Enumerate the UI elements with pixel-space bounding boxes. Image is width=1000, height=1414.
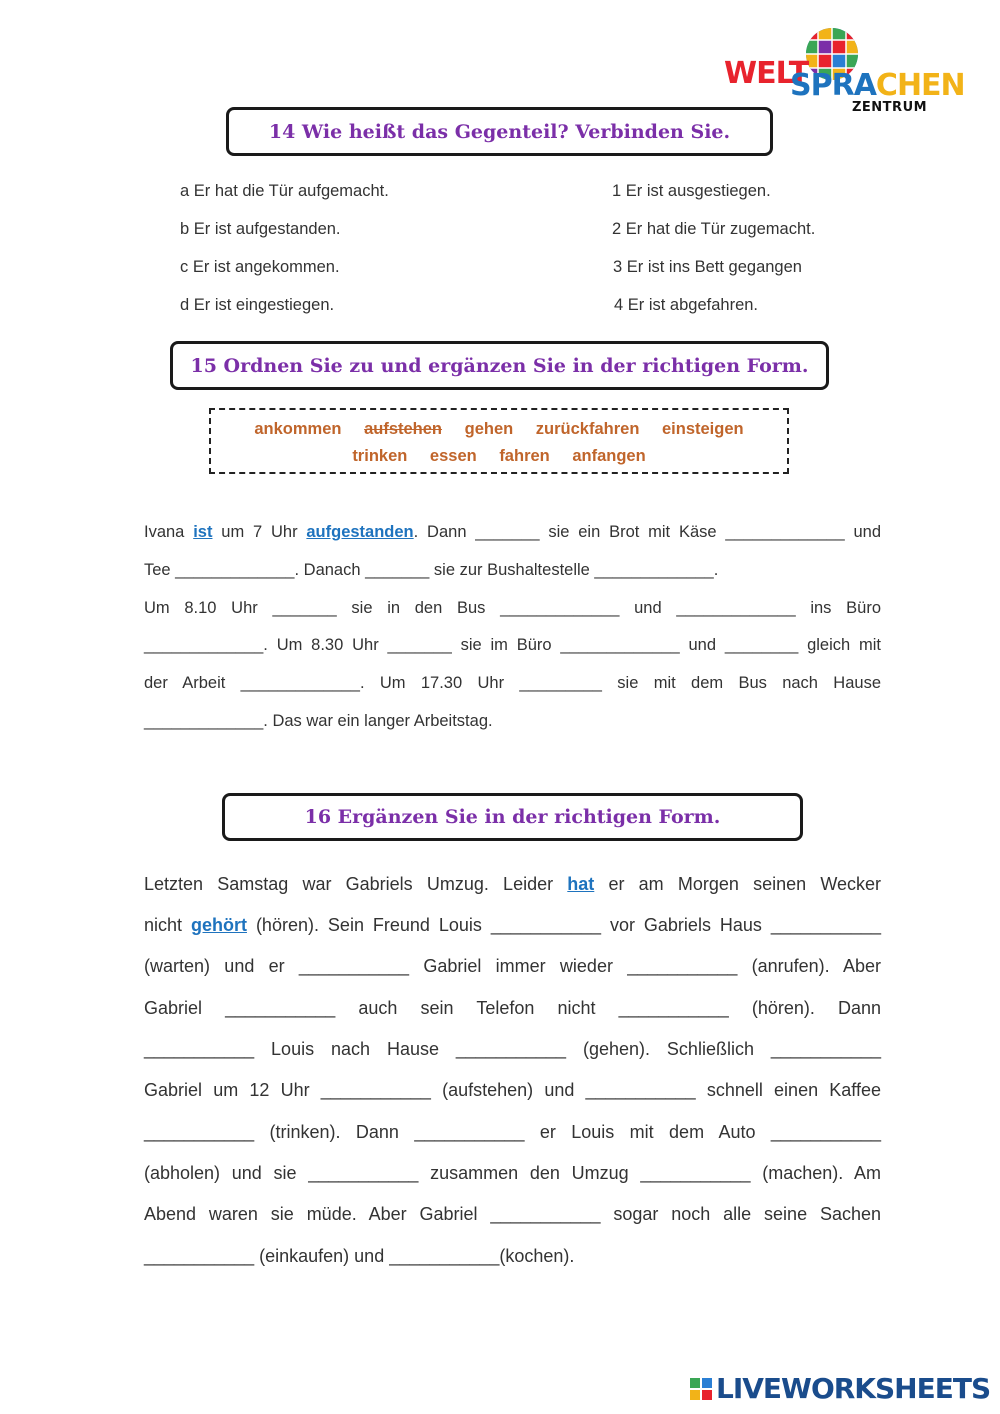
ex16-line-7: ___________ (trinken). Dann ___________ er Louis mit dem Auto ___________ xyxy=(144,1122,881,1142)
logo-word-welt: WELT xyxy=(724,56,809,91)
ex15-line-5: der Arbeit _____________. Um 17.30 Uhr _________ sie mit dem Bus nach Hause xyxy=(144,674,881,692)
liveworksheets-wordmark: LIVEWORKSHEETS xyxy=(716,1372,991,1405)
ex14-left-a: a Er hat die Tür aufgemacht. xyxy=(180,182,389,200)
ex16-line-10: ___________ (einkaufen) und ___________(kochen). xyxy=(144,1246,575,1266)
ex15-answer-aufgestanden: aufgestanden xyxy=(306,523,414,541)
ex15-answer-ist: ist xyxy=(193,523,213,541)
ex16-line-4: Gabriel ___________ auch sein Telefon nicht ___________ (hören). Dann xyxy=(144,998,881,1018)
ex14-right-1: 1 Er ist ausgestiegen. xyxy=(612,182,771,200)
ex16-line-2: nicht gehört (hören). Sein Freund Louis ___________ vor Gabriels Haus ___________ xyxy=(144,915,881,935)
word-trinken: trinken xyxy=(352,447,408,465)
logo-word-zentrum: ZENTRUM xyxy=(852,100,928,115)
ex15-line-6: _____________. Das war ein langer Arbeitstag. xyxy=(144,712,493,730)
word-fahren: fahren xyxy=(499,447,550,465)
ex15-line-3: Um 8.10 Uhr _______ sie in den Bus _____________ und _____________ ins Büro xyxy=(144,599,881,617)
weltsprachen-logo xyxy=(724,26,965,116)
ex16-line-3: (warten) und er ___________ Gabriel immer wieder ___________ (anrufen). Aber xyxy=(144,956,881,976)
word-einsteigen: einsteigen xyxy=(662,420,744,438)
exercise-15-title: 15 Ordnen Sie zu und ergänzen Sie in der richtigen Form. xyxy=(170,341,829,390)
word-ankommen: ankommen xyxy=(254,420,342,438)
logo-word-sprachen: SPRACHEN xyxy=(790,68,965,103)
word-anfangen: anfangen xyxy=(572,447,646,465)
ex16-line-1: Letzten Samstag war Gabriels Umzug. Leider hat er am Morgen seinen Wecker xyxy=(144,874,881,894)
ex16-line-9: Abend waren sie müde. Aber Gabriel ___________ sogar noch alle seine Sachen xyxy=(144,1204,881,1224)
word-bank-row-1 xyxy=(211,420,787,439)
ex15-line-2: Tee _____________. Danach _______ sie zur Bushaltestelle _____________. xyxy=(144,561,719,579)
ex14-right-4: 4 Er ist abgefahren. xyxy=(614,296,759,314)
ex16-line-5: ___________ Louis nach Hause ___________ (gehen). Schließlich ___________ xyxy=(144,1039,881,1059)
liveworksheets-logo-icon xyxy=(690,1378,712,1400)
ex14-right-2: 2 Er hat die Tür zugemacht. xyxy=(612,220,816,238)
ex14-left-d: d Er ist eingestiegen. xyxy=(180,296,335,314)
ex14-left-c: c Er ist angekommen. xyxy=(180,258,340,276)
ex14-left-b: b Er ist aufgestanden. xyxy=(180,220,341,238)
word-bank xyxy=(209,408,789,474)
word-aufstehen-used: aufstehen xyxy=(364,420,443,438)
ex15-line-1: Ivana ist um 7 Uhr aufgestanden. Dann _______ sie ein Brot mit Käse _____________ und xyxy=(144,523,881,541)
liveworksheets-brand xyxy=(690,1372,990,1406)
word-bank-row-2 xyxy=(211,447,787,466)
word-gehen: gehen xyxy=(464,420,514,438)
word-zurueckfahren: zurückfahren xyxy=(535,420,640,438)
ex16-line-8: (abholen) und sie ___________ zusammen den Umzug ___________ (machen). Am xyxy=(144,1163,881,1183)
ex16-answer-hat: hat xyxy=(567,874,595,894)
ex15-line-4: _____________. Um 8.30 Uhr _______ sie im Büro _____________ und ________ gleich mit xyxy=(144,636,881,654)
ex14-right-3: 3 Er ist ins Bett gegangen xyxy=(613,258,802,276)
word-essen: essen xyxy=(429,447,477,465)
ex16-answer-gehoert: gehört xyxy=(190,915,247,935)
exercise-16-title: 16 Ergänzen Sie in der richtigen Form. xyxy=(222,793,803,841)
ex16-line-6: Gabriel um 12 Uhr ___________ (aufstehen) und ___________ schnell einen Kaffee xyxy=(144,1080,881,1100)
exercise-14-title: 14 Wie heißt das Gegenteil? Verbinden Sie. xyxy=(226,107,773,156)
